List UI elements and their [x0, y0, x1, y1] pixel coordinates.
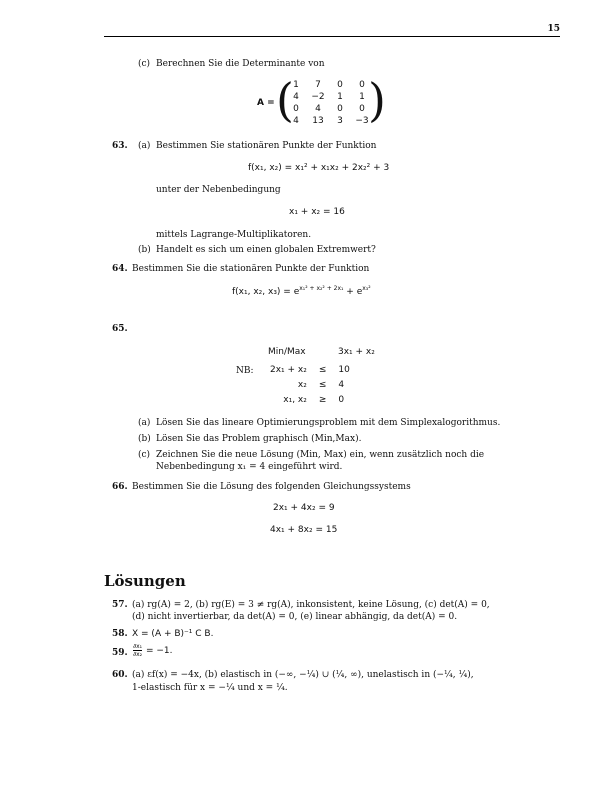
matrix-left-paren: ( — [276, 73, 294, 127]
matrix-cell: −2 — [311, 92, 325, 102]
ex65a-text: Lösen Sie das lineare Optimierungsproblem mit dem Simplexalogorithmus. — [156, 418, 501, 428]
ex63-number: 63. — [112, 141, 128, 151]
s59-fraction — [133, 643, 142, 658]
constraint-rel: ≤ — [318, 364, 327, 375]
s57-number: 57. — [112, 600, 128, 610]
ex66-text: Bestimmen Sie die Lösung des folgenden Gleichungssystems — [132, 482, 411, 492]
matrix-name: A = — [257, 98, 275, 108]
matrix-cell: 0 — [359, 104, 365, 114]
ex63a-text: Bestimmen Sie stationären Punkte der Funktion — [156, 141, 377, 151]
s60-line2: 1-elastisch für x = −¼ und x = ¼. — [132, 683, 288, 693]
constraint-lhs: x₂ — [297, 379, 307, 390]
matrix-cell: 4 — [293, 92, 299, 102]
ex63-constraint: x₁ + x₂ = 16 — [289, 207, 345, 217]
constraint-rel: ≥ — [318, 394, 327, 405]
ex65b-label: (b) — [138, 434, 151, 444]
matrix-a — [285, 79, 373, 127]
constraint-lhs: x₁, x₂ — [283, 394, 307, 405]
ex65b-text: Lösen Sie das Problem graphisch (Min,Max). — [156, 434, 362, 444]
constraint-rel: ≤ — [318, 379, 327, 390]
s58-text: X = (A + B)⁻¹ C B. — [132, 629, 214, 639]
matrix-cell: 0 — [293, 104, 299, 114]
s59-number: 59. — [112, 648, 128, 658]
matrix-right-paren: ) — [368, 73, 386, 127]
ex65-constraints — [264, 362, 356, 407]
header-rule — [104, 36, 560, 37]
s60-number: 60. — [112, 670, 128, 680]
ex62c-text: Berechnen Sie die Determinante von — [156, 59, 325, 69]
matrix-cell: 1 — [337, 92, 343, 102]
ex65-objective-label: Min/Max — [268, 347, 306, 357]
ex64-plus: + e — [343, 287, 363, 297]
ex63b-label: (b) — [138, 245, 151, 255]
ex66-eq2: 4x₁ + 8x₂ = 15 — [270, 525, 338, 535]
s57-line2: (d) nicht invertierbar, da det(A) = 0, (e) linear abhängig, da det(A) = 0. — [132, 612, 458, 622]
constraint-rhs: 10 — [338, 364, 350, 375]
s59-expression — [132, 643, 172, 658]
constraint-lhs: 2x₁ + x₂ — [270, 364, 307, 375]
s59-frac-top: ∂x₁ — [133, 643, 143, 650]
ex65c-text2: Nebenbedingung x₁ = 4 eingeführt wird. — [156, 462, 343, 472]
matrix-cell: 1 — [293, 80, 299, 90]
matrix-cell: 3 — [337, 116, 343, 126]
matrix-cell: 7 — [315, 80, 321, 90]
ex66-number: 66. — [112, 482, 128, 492]
matrix-cell: 0 — [359, 80, 365, 90]
ex64-exp2: x₃² — [362, 285, 371, 292]
ex65-number: 65. — [112, 324, 128, 334]
ex63-method: mittels Lagrange-Multiplikatoren. — [156, 230, 312, 240]
page-number: 15 — [547, 24, 560, 34]
matrix-cell: 4 — [293, 116, 299, 126]
matrix-cell: 13 — [312, 116, 324, 126]
solutions-heading: Lösungen — [104, 572, 186, 590]
constraint-rhs: 4 — [338, 379, 345, 390]
ex63b-text: Handelt es sich um einen globalen Extremwert? — [156, 245, 376, 255]
ex63-under: unter der Nebenbedingung — [156, 185, 281, 195]
matrix-cell: −3 — [355, 116, 369, 126]
constraint-rhs: 0 — [338, 394, 345, 405]
matrix-cell: 0 — [337, 80, 343, 90]
ex65a-label: (a) — [138, 418, 151, 428]
s59-text: = −1. — [145, 646, 173, 656]
ex64-exp1: x₁² + x₂² + 2x₁ — [299, 285, 344, 292]
s57-line1: (a) rg(A) = 2, (b) rg(E) = 3 ≠ rg(A), inkonsistent, keine Lösung, (c) det(A) = 0, — [132, 600, 490, 610]
ex63-function: f(x₁, x₂) = x₁² + x₁x₂ + 2x₂² + 3 — [248, 163, 390, 173]
constraint-row — [264, 362, 356, 377]
constraint-row — [264, 377, 356, 392]
ex65-objective: 3x₁ + x₂ — [338, 347, 375, 357]
s60-line1: (a) εf(x) = −4x, (b) elastisch in (−∞, −¼) ∪ (¼, ∞), unelastisch in (−¼, ¼), — [132, 670, 474, 680]
matrix-cell: 4 — [315, 104, 321, 114]
matrix-cell: 0 — [337, 104, 343, 114]
ex63a-label: (a) — [138, 141, 151, 151]
matrix-cell: 1 — [359, 92, 365, 102]
constraint-row — [264, 392, 356, 407]
ex65-nb-label: NB: — [236, 366, 254, 376]
ex64-function-base: f(x₁, x₂, x₃) = e — [232, 287, 300, 297]
ex64-number: 64. — [112, 264, 128, 274]
ex64-text: Bestimmen Sie die stationären Punkte der Funktion — [132, 264, 370, 274]
ex64-function — [232, 287, 371, 297]
s59-frac-bottom: ∂x₂ — [133, 651, 143, 658]
ex66-eq1: 2x₁ + 4x₂ = 9 — [273, 503, 335, 513]
ex62c-label: (c) — [138, 59, 151, 69]
ex65c-text1: Zeichnen Sie die neue Lösung (Min, Max) ein, wenn zusätzlich noch die — [156, 450, 485, 460]
s58-number: 58. — [112, 629, 128, 639]
ex65c-label: (c) — [138, 450, 151, 460]
